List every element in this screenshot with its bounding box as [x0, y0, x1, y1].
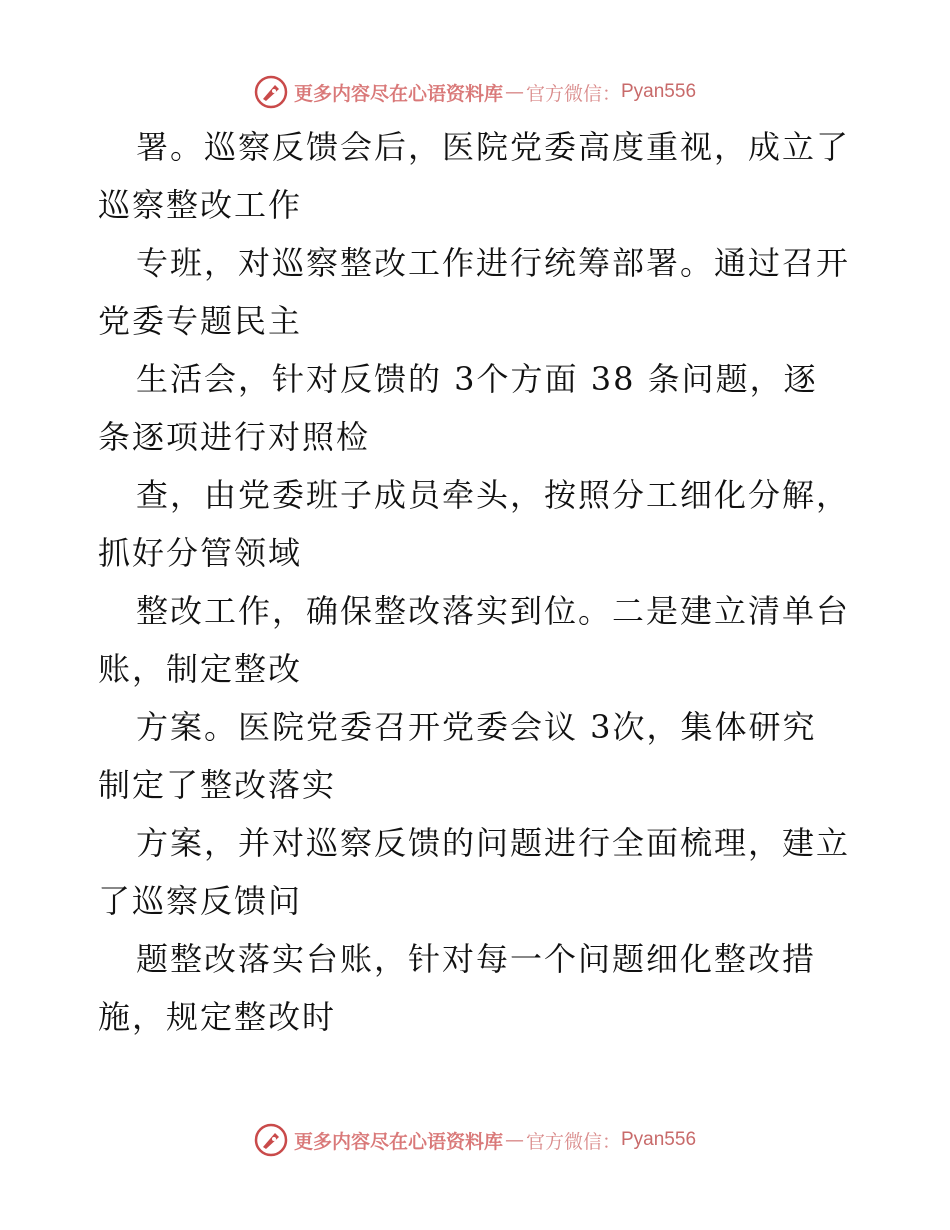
text-line: 条逐项进行对照检: [98, 418, 371, 456]
watermark-footer: [0, 1120, 950, 1160]
text-line: 抓好分管领域: [98, 534, 303, 572]
watermark-header: [0, 72, 950, 112]
watermark-dash: —: [504, 1129, 524, 1151]
watermark-dash: —: [504, 81, 524, 103]
text-line: 生活会，针对反馈的 3个方面 38 条问题，逐: [136, 360, 818, 398]
watermark-wechat-id: Pyan556: [621, 1129, 697, 1150]
text-line: 整改工作，确保整改落实到位。二是建立清单台: [136, 592, 851, 630]
document-body: [98, 118, 858, 1046]
text-line: 施，规定整改时: [98, 998, 337, 1036]
text-line: 党委专题民主: [98, 302, 303, 340]
text-line: 巡察整改工作: [98, 186, 303, 224]
watermark-brand: 更多内容尽在心语资料库: [293, 1130, 503, 1153]
text-line: 方案。医院党委召开党委会议 3次，集体研究: [136, 708, 817, 746]
text-line: 了巡察反馈问: [98, 882, 303, 920]
pen-nib-logo-icon: [254, 75, 288, 109]
text-line: 制定了整改落实: [98, 766, 337, 804]
watermark-wechat-id: Pyan556: [621, 81, 697, 102]
text-line: 署。巡察反馈会后，医院党委高度重视，成立了: [136, 128, 851, 166]
watermark-wechat-label: 官方微信：: [525, 82, 621, 105]
text-line: 查，由党委班子成员牵头，按照分工细化分解，: [136, 476, 851, 514]
text-line: 账，制定整改: [98, 650, 303, 688]
text-line: 题整改落实台账，针对每一个问题细化整改措: [136, 940, 817, 978]
text-line: 专班，对巡察整改工作进行统筹部署。通过召开: [136, 244, 851, 282]
text-line: 方案，并对巡察反馈的问题进行全面梳理，建立: [136, 824, 851, 862]
watermark-wechat-label: 官方微信：: [525, 1130, 621, 1153]
pen-nib-logo-icon: [254, 1123, 288, 1157]
watermark-brand: 更多内容尽在心语资料库: [293, 82, 503, 105]
